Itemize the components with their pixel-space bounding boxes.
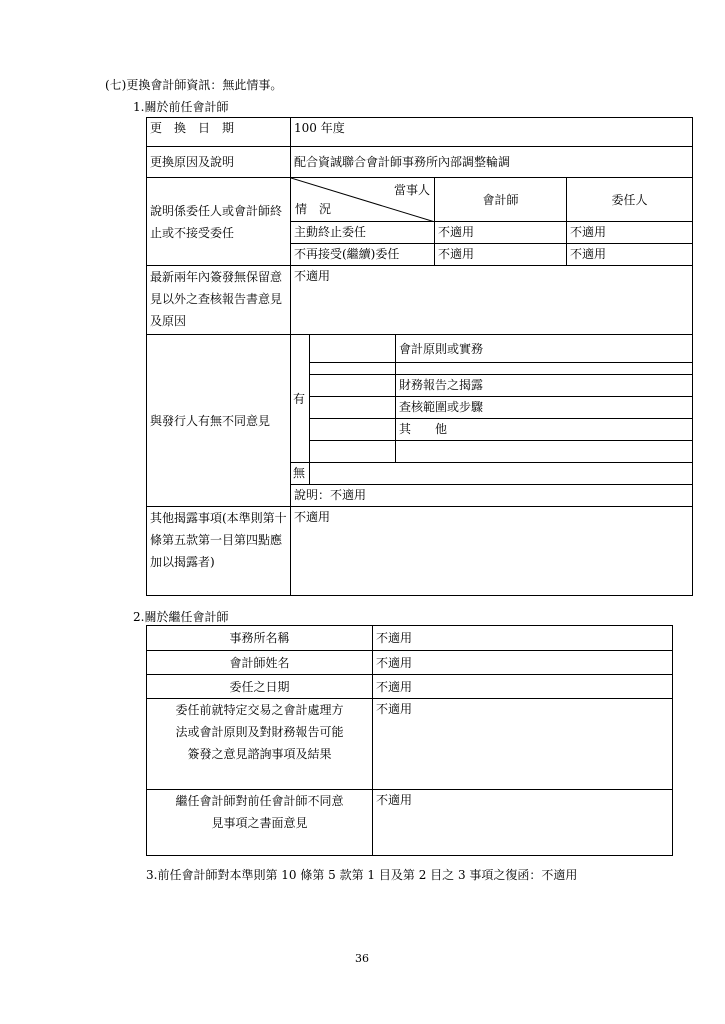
successor-value-2: 不適用 — [373, 675, 673, 699]
successor-label-1: 會計師姓名 — [147, 651, 373, 675]
reason-value: 配合資誠聯合會計師事務所內部調整輪調 — [291, 147, 693, 178]
section2-title: 2.關於繼任會計師 — [133, 610, 229, 624]
item-3: 其 他 — [396, 419, 693, 441]
successor-value-0: 不適用 — [373, 626, 673, 651]
item-0: 會計原則或實務 — [396, 335, 693, 363]
change-date-label: 更 換 日 期 — [147, 118, 291, 147]
successor-value-4: 不適用 — [373, 790, 673, 856]
note: 說明：不適用 — [291, 485, 693, 507]
section-heading: (七)更換會計師資訊：無此情事。 — [105, 78, 283, 92]
page-number: 36 — [355, 952, 369, 965]
successor-label-3: 委任前就特定交易之會計處理方法或會計原則及對財務報告可能簽發之意見諮詢事項及結果 — [147, 699, 373, 790]
diag-top-label: 當事人 — [393, 183, 430, 197]
no-label: 無 — [291, 463, 310, 485]
item-2: 查核範圍或步驟 — [396, 397, 693, 419]
col-client: 委任人 — [567, 178, 693, 222]
successor-value-3: 不適用 — [373, 699, 673, 790]
cell-active-client: 不適用 — [567, 222, 693, 244]
other-label: 其他揭露事項(本準則第十條第五款第一目第四點應加以揭露者) — [147, 507, 291, 596]
disagree-label: 與發行人有無不同意見 — [147, 335, 291, 507]
successor-accountant-table — [146, 625, 673, 856]
section1-title: 1.關於前任會計師 — [133, 100, 229, 114]
opinion-label: 最新兩年內簽發無保留意見以外之查核報告書意見及原因 — [147, 266, 291, 335]
reason-label: 更換原因及說明 — [147, 147, 291, 178]
successor-label-4: 繼任會計師對前任會計師不同意見事項之書面意見 — [147, 790, 373, 856]
col-accountant: 會計師 — [435, 178, 567, 222]
item-1: 財務報告之揭露 — [396, 375, 693, 397]
row-decline: 不再接受(繼續)委任 — [291, 244, 435, 266]
opinion-value: 不適用 — [291, 266, 693, 335]
successor-label-2: 委任之日期 — [147, 675, 373, 699]
successor-label-0: 事務所名稱 — [147, 626, 373, 651]
other-value: 不適用 — [291, 507, 693, 596]
section3-text: 3.前任會計師對本準則第 10 條第 5 款第 1 目及第 2 目之 3 事項之復函：不適用 — [146, 868, 578, 882]
termination-label: 說明係委任人或會計師終止或不接受委任 — [147, 178, 291, 266]
row-active: 主動終止委任 — [291, 222, 435, 244]
diagonal-header-cell — [291, 178, 435, 222]
successor-value-1: 不適用 — [373, 651, 673, 675]
former-accountant-table — [146, 117, 693, 596]
cell-decline-accountant: 不適用 — [435, 244, 567, 266]
yes-label: 有 — [291, 335, 310, 463]
cell-active-accountant: 不適用 — [435, 222, 567, 244]
diag-bottom-label: 情 況 — [295, 202, 332, 216]
cell-decline-client: 不適用 — [567, 244, 693, 266]
change-date-value: 100 年度 — [291, 118, 693, 147]
